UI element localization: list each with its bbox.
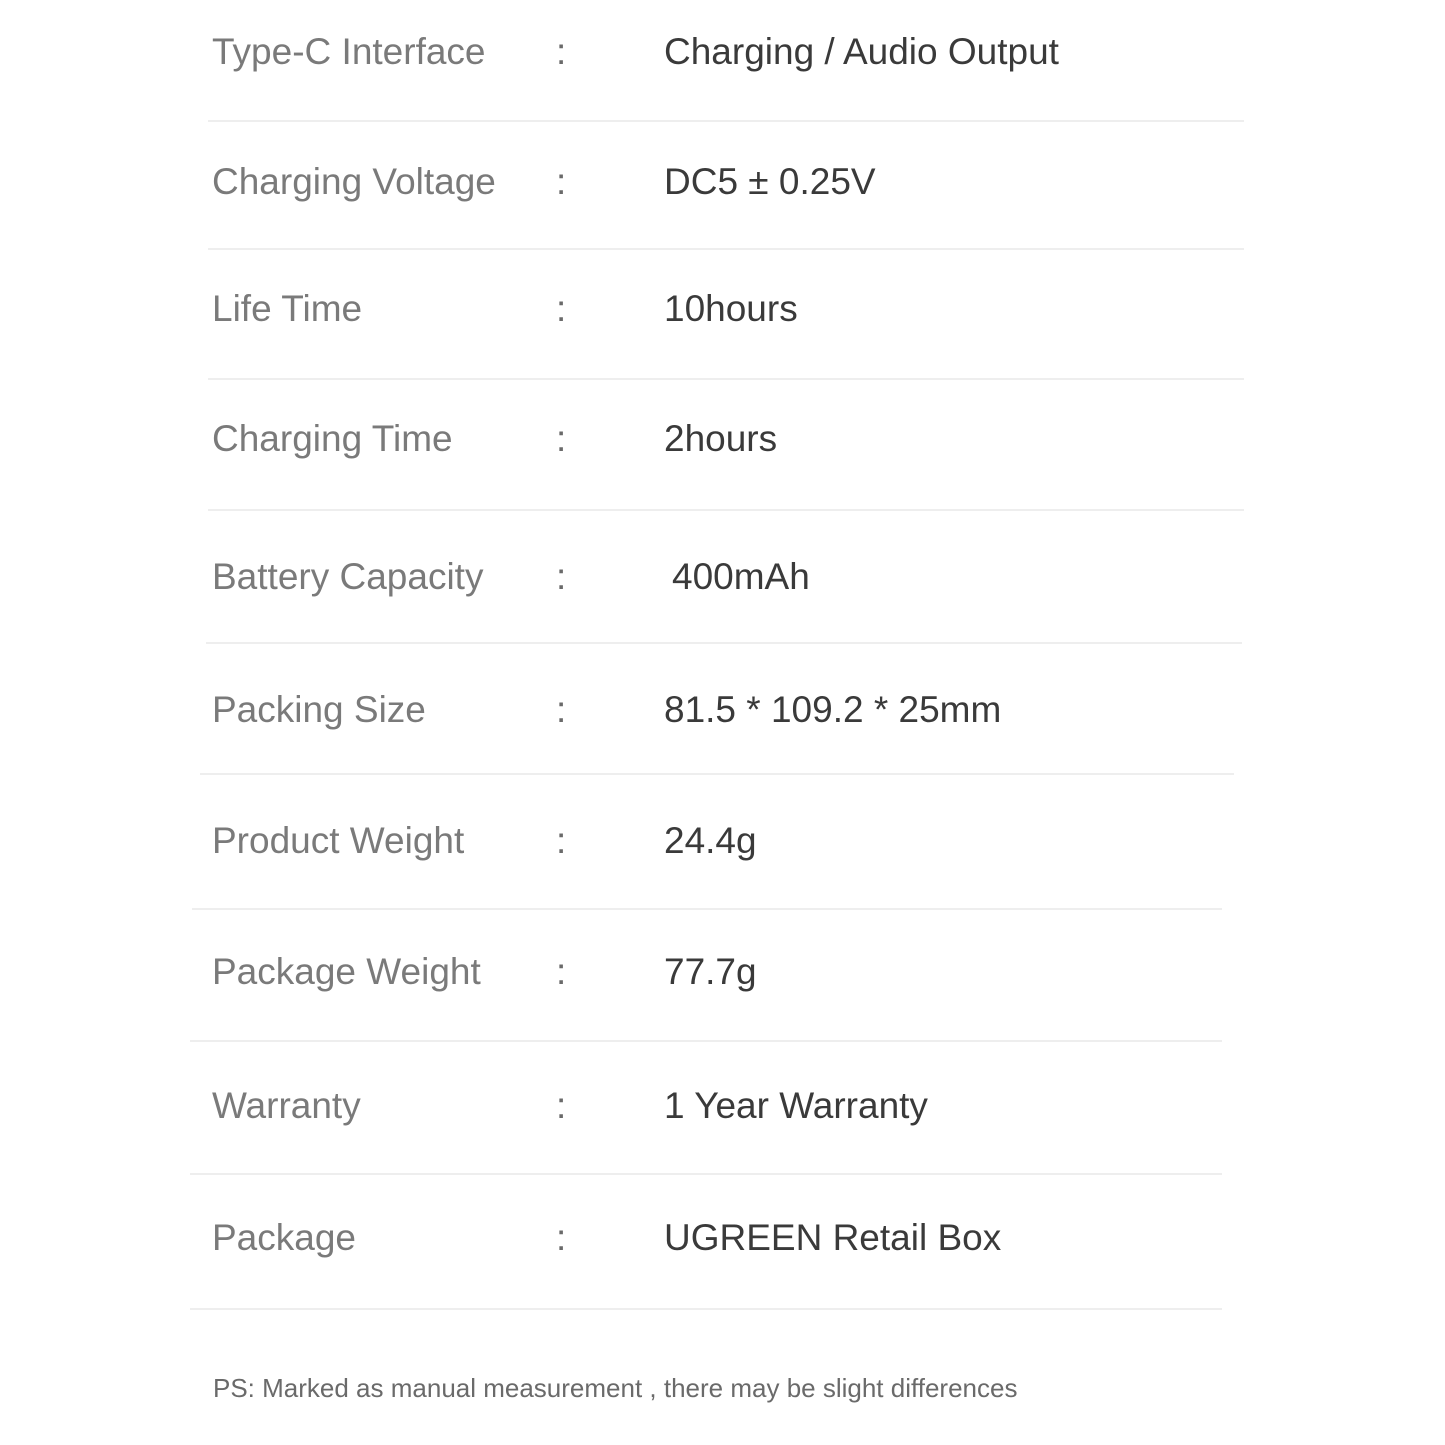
spec-value: DC5 ± 0.25V [664,161,876,202]
spec-row-battery-capacity [0,547,1445,607]
spec-label: Product Weight [212,820,465,861]
spec-label: Package [212,1217,356,1258]
spec-label: Charging Voltage [212,161,496,202]
spec-colon: : [556,556,567,597]
spec-value: 10hours [664,288,798,329]
spec-row-packing-size [0,680,1445,740]
row-divider [208,120,1244,122]
spec-row-life-time [0,279,1445,339]
row-divider [200,773,1234,775]
spec-colon: : [556,288,567,329]
spec-row-charging-voltage [0,152,1445,212]
spec-row-type-c-interface [0,22,1445,82]
spec-row-package [0,1208,1445,1268]
spec-colon: : [556,1085,567,1126]
spec-row-warranty [0,1076,1445,1136]
spec-value: Charging / Audio Output [664,31,1059,72]
spec-label: Life Time [212,288,363,329]
spec-value: UGREEN Retail Box [664,1217,1002,1258]
spec-value: 400mAh [672,556,810,597]
spec-label: Battery Capacity [212,556,484,597]
row-divider [192,908,1222,910]
row-divider [208,509,1244,511]
spec-row-charging-time [0,409,1445,469]
row-divider [206,642,1242,644]
spec-value: 81.5 * 109.2 * 25mm [664,689,1002,730]
spec-label: Charging Time [212,418,453,459]
footnote: PS: Marked as manual measurement , there may be slight differences [213,1373,1018,1403]
spec-value: 1 Year Warranty [664,1085,928,1126]
spec-colon: : [556,31,567,72]
row-divider [208,248,1244,250]
spec-row-package-weight [0,942,1445,1002]
row-divider [190,1173,1222,1175]
spec-label: Package Weight [212,951,481,992]
row-divider [190,1308,1222,1310]
spec-colon: : [556,418,567,459]
row-divider [208,378,1244,380]
spec-label: Packing Size [212,689,426,730]
spec-colon: : [556,820,567,861]
spec-row-product-weight [0,811,1445,871]
spec-colon: : [556,161,567,202]
row-divider [190,1040,1222,1042]
spec-colon: : [556,951,567,992]
spec-value: 2hours [664,418,778,459]
spec-label: Type-C Interface [212,31,486,72]
spec-value: 77.7g [664,951,757,992]
spec-colon: : [556,1217,567,1258]
spec-label: Warranty [212,1085,361,1126]
spec-colon: : [556,689,567,730]
spec-value: 24.4g [664,820,757,861]
